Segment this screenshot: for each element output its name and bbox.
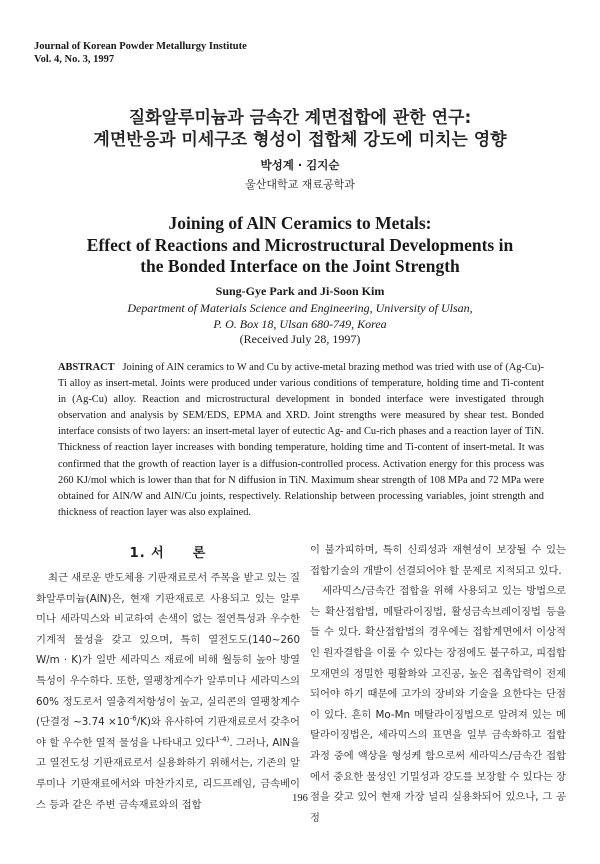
abstract-text: Joining of AlN ceramics to W and Cu by active-metal brazing method was tried with use of (Ag-Cu)-Ti alloy as insert-metal. Joints were produced under various conditions of temperature, holding time and Ti-content in (Ag-Cu) alloy. Reaction and microstructural development in bonded interface were investigated through observation and analysis by SEM/EDS, EPMA and XRD. Joint strengths were measured by shear test. Bonded interface consists of two layers: an insert-metal layer of eutectic Ag- and Cu-rich phases and a reaction layer of TiN. Thickness of reaction layer increases with bonding temperature, holding time and Ti-content of insert-metal. It was confirmed that the growth of reaction layer is a diffusion-controlled process. Activation energy for this process was 260 KJ/mol which is lower than that for N diffusion in TiN. Maximum shear strength of 108 MPa and 72 MPa were obtained for AlN/W and AlN/Cu joints, respectively. Relationship between processing variables, joint strength and thickness of reaction layer was also explained. <box>58 362 544 518</box>
english-authors: Sung-Gye Park and Ji-Soon Kim <box>215 284 385 298</box>
abstract <box>58 360 544 521</box>
intro-paragraph-1 <box>36 568 300 815</box>
abstract-label: ABSTRACT <box>58 362 115 373</box>
korean-title-line2: 계면반응과 미세구조 형성이 접합체 강도에 미치는 영향 <box>93 130 507 150</box>
citation-ref: 1-4) <box>215 735 230 744</box>
intro-text-part2: /K)와 유사하여 기판재료로서 갖추어야 할 우수한 열적 물성을 나타내고 있다 <box>36 716 300 749</box>
left-column <box>36 568 300 815</box>
journal-volume: Vol. 4, No. 3, 1997 <box>34 54 115 65</box>
journal-name: Journal of Korean Powder Metallurgy Institute <box>34 41 247 52</box>
english-title-line2: Effect of Reactions and Microstructural Developments in <box>86 234 514 255</box>
journal-header <box>34 40 247 66</box>
english-title <box>0 213 600 278</box>
intro-text-part3: . 그러나, AlN을 고 열전도성 기판재료로서 실용화하기 위해서는, 기존의 알루미나 기판재료에서와 마찬가지로, 리드프레임, 금속베이스 등과 같은 주변 금속재료와의 접합 <box>36 736 300 811</box>
intro-paragraph-continued: 이 불가피하며, 특히 신뢰성과 재현성이 보장될 수 있는 접합기술의 개발이 선결되어야 할 문제로 지적되고 있다. <box>310 544 566 577</box>
page-number: 196 <box>292 793 308 804</box>
intro-text-part1: 최근 새로운 반도체용 기판재료로서 주목을 받고 있는 질화알루미늄(AlN)은, 현재 기판재료로 사용되고 있는 알루미나 세라믹스와 비교하여 손색이 없는 절연특성과 우수한 기계적 물성을 갖고 있으며, 특히 열전도도(140~260 W/m · K)가 일반 세라믹스 재료에 비해 월등히 높아 방열특성이 우수하다. 또한, 열팽창계수가 알루미나 세라믹스의 60% 정도로서 열충격저항성이 높고, 실리콘의 열팽창계수(단결정 ~3.74 ×10 <box>36 572 300 729</box>
affiliation-line1: Department of Materials Science and Engineering, University of Ulsan, <box>127 301 473 315</box>
intro-paragraph-2: 세라믹스/금속간 접합을 위해 사용되고 있는 방법으로는 확산접합법, 메탈라이징법, 활성금속브레이징법 등을 들 수 있다. 확산접합법의 경우에는 접합계면에서 이상적인 원자결합을 이룰 수 있다는 장점에도 불구하고, 피접합 모재면의 정밀한 평활화와 고진공, 높은 접촉압력이 전제되어야 하기 때문에 고가의 장비와 기술을 요한다는 단점이 있다. 흔히 Mo-Mn 메탈라이징법으로 알려져 있는 메탈라이징법은, 세라믹스의 표면을 일부 금속화하고 접합 과정 중에 액상을 형성케 함으로써 세라믹스/금속간 접합에서 중요한 물성인 기밀성과 강도를 보장할 수 있다는 장점을 갖고 있어 현재 가장 널리 실용화되어 있으나, 그 공정 <box>310 585 566 824</box>
english-affiliation <box>0 300 600 332</box>
received-date: (Received July 28, 1997) <box>239 332 361 346</box>
korean-authors: 박성계 · 김지순 <box>260 158 340 172</box>
english-title-line1: Joining of AlN Ceramics to Metals: <box>168 213 432 233</box>
right-column <box>310 540 566 828</box>
section-heading-introduction: 1. 서 론 <box>129 546 207 561</box>
korean-title-line1: 질화알루미늄과 금속간 계면접합에 관한 연구: <box>128 108 472 128</box>
exponent: -6 <box>129 714 137 723</box>
english-title-line3: the Bonded Interface on the Joint Strength <box>140 256 460 276</box>
affiliation-line2: P. O. Box 18, Ulsan 680-749, Korea <box>213 317 387 331</box>
korean-affiliation: 울산대학교 재료공학과 <box>245 178 355 191</box>
